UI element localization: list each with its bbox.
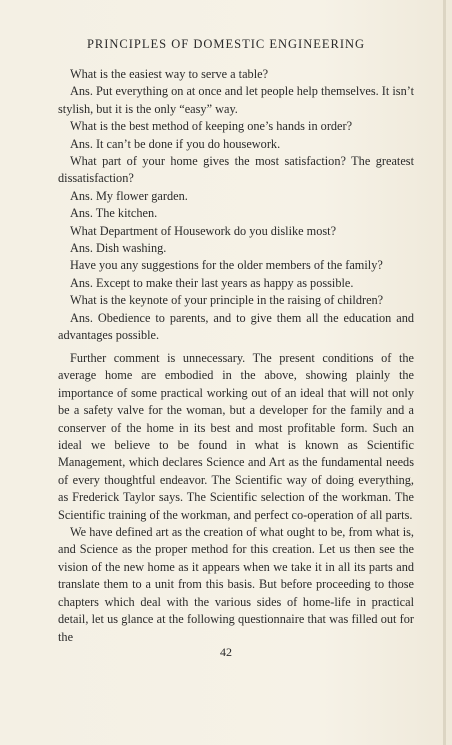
body-paragraph: Further comment is unnecessary. The present conditions of the average home are embodied in the above, showing plainly the importance of some practical working out of an ideal that will not only be a safety valve for the woman, but a developer for the family and a conserver of the home in its best and most profitable form. Such an ideal we believe to be found in what is known as Scientific Management, which declares Science and Art as the fundamental needs of every thoughtful endeavor. The Scientific way of doing everything, as Frederick Taylor says. The Scientific selection of the workman. The Scientific training of the workman, and perfect co-operation of all parts. (58, 351, 414, 522)
body-paragraph: We have defined art as the creation of what ought to be, from what is, and Science as the proper method for this creation. Let us then see the vision of the new home as it appears when we take it in all its parts and translate them to a unit from this basis. But before proceeding to those chapters which deal with the various sides of home-life in practical detail, let us glance at the following questionnaire that was filled out for the (58, 525, 414, 644)
qa-line: Ans. Dish washing. (70, 241, 167, 256)
page-edge (443, 0, 446, 745)
qa-line: Ans. My flower garden. (70, 188, 188, 203)
qa-line: Ans. Obedience to parents, and to give them all the education and advantages possible. (58, 310, 414, 343)
qa-line: Have you any suggestions for the older members of the family? (70, 258, 383, 273)
qa-line: Ans. The kitchen. (70, 206, 158, 221)
qa-line: What is the best method of keeping one’s hands in order? (70, 119, 353, 134)
qa-line: What is the keynote of your principle in the raising of children? (70, 293, 384, 308)
qa-line: Ans. It can’t be done if you do housework. (70, 136, 281, 151)
qa-line: Ans. Put everything on at once and let people help themselves. It isn’t stylish, but it is the only “easy” way. (58, 84, 415, 116)
qa-line: What is the easiest way to serve a table? (70, 67, 269, 81)
qa-line: Ans. Except to make their last years as happy as possible. (70, 275, 354, 290)
qa-line: What Department of Housework do you dislike most? (70, 223, 337, 238)
body-text (58, 350, 414, 646)
page-number: 42 (220, 645, 232, 659)
questionnaire-block (58, 66, 414, 345)
running-header: PRINCIPLES OF DOMESTIC ENGINEERING (86, 37, 366, 51)
qa-line: What part of your home gives the most satisfaction? The greatest dissatisfaction? (58, 154, 414, 186)
